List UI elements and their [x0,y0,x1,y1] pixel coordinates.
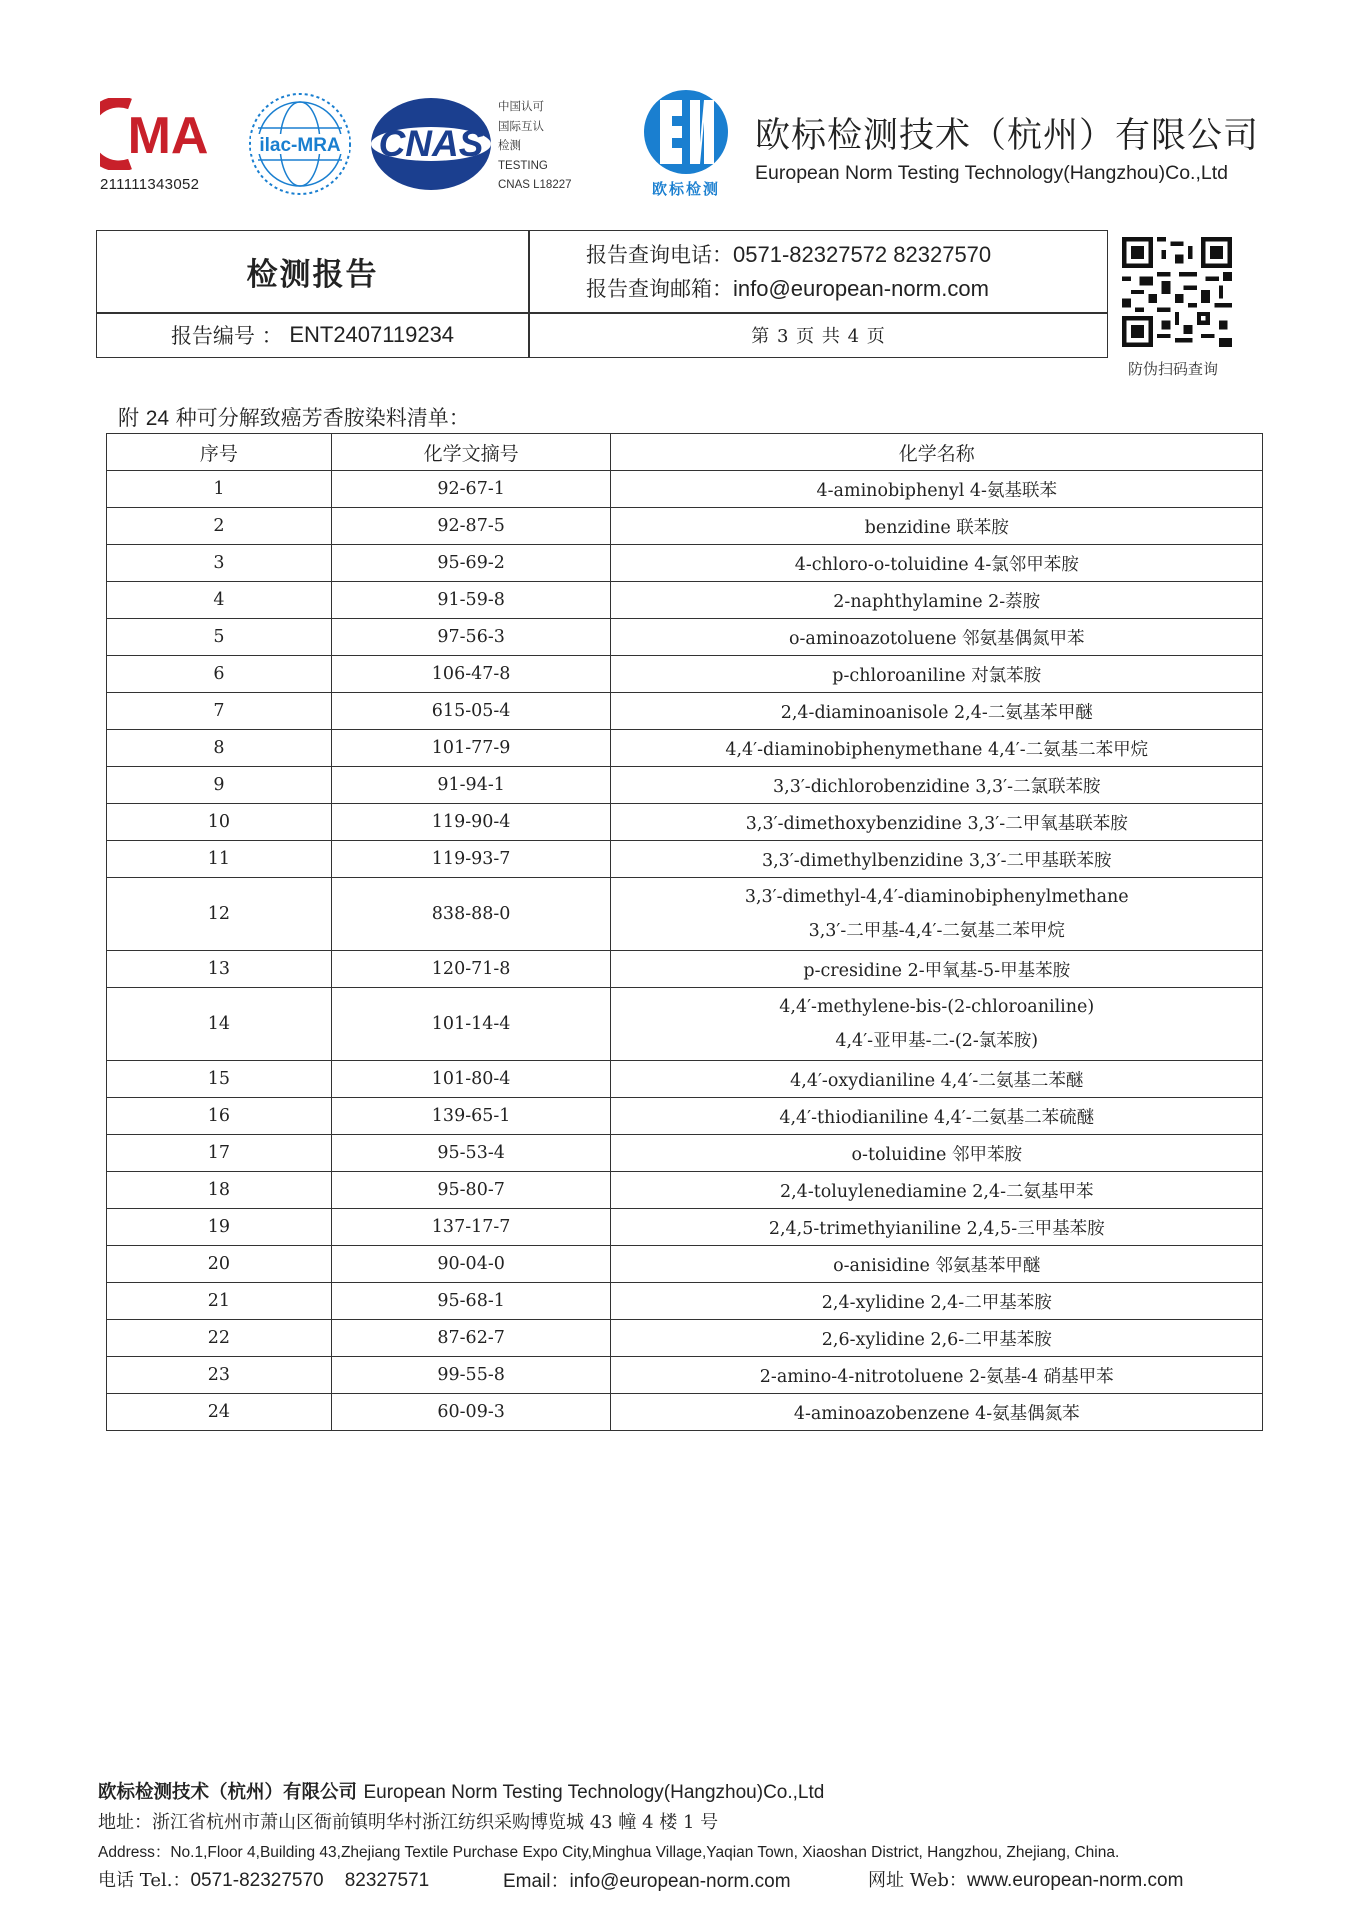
table-row [107,1135,1263,1172]
amine-table [106,433,1263,1431]
table-row [107,841,1263,878]
row-no: 18 [107,1172,332,1209]
email-label: 报告查询邮箱： [586,276,733,301]
footer-web [868,1866,1183,1893]
footer-email-label: Email： [503,1871,570,1892]
footer-address-en: Address：No.1,Floor 4,Building 43,Zhejiang Textile Purchase Expo City,Minghua Village,Yaqian Town, Xiaoshan District, Hangzhou, Zhejiang, China. [98,1844,1120,1861]
caption-suffix: 种可分解致癌芳香胺染料清单： [175,406,470,430]
row-name: 2,4,5-trimethyianiline 2,4,5-三甲基苯胺 [611,1209,1263,1246]
row-name [611,878,1263,951]
footer-tel [98,1866,503,1893]
tel-value: 0571-82327570 82327571 [190,1870,430,1891]
phone-value: 0571-82327572 82327570 [733,241,992,267]
footer-company-en: European Norm Testing Technology(Hangzhou)Co.,Ltd [363,1782,825,1803]
footer-company-cn: 欧标检测技术（杭州）有限公司 [98,1782,358,1803]
row-name: p-chloroaniline 对氯苯胺 [611,656,1263,693]
row-name: 4,4′-oxydianiline 4,4′-二氨基二苯醚 [611,1061,1263,1098]
row-cas: 106-47-8 [331,656,611,693]
header-name: 化学名称 [611,434,1263,471]
row-cas: 101-80-4 [331,1061,611,1098]
cnas-line: 检测 [498,140,521,152]
row-no: 12 [107,878,332,951]
row-cas: 119-90-4 [331,804,611,841]
caption-prefix: 附 [118,406,139,430]
row-cas: 95-68-1 [331,1283,611,1320]
row-no: 15 [107,1061,332,1098]
row-cas: 119-93-7 [331,841,611,878]
row-cas: 615-05-4 [331,693,611,730]
row-no: 8 [107,730,332,767]
row-name: p-cresidine 2-甲氧基-5-甲基苯胺 [611,951,1263,988]
row-no: 16 [107,1098,332,1135]
page-footer [98,1778,1298,1893]
ilac-globe-icon [245,88,355,200]
table-row [107,1320,1263,1357]
cnas-accreditation-text [498,98,572,196]
en-logo [640,88,732,199]
company-name-en: European Norm Testing Technology(Hangzhou)Co.,Ltd [755,162,1228,184]
svg-text:MA: MA [127,107,209,165]
en-mark-icon [642,88,730,176]
table-row [107,988,1263,1061]
footer-company [98,1778,1298,1804]
cma-mark-icon [100,98,222,170]
header-logos [100,88,1280,203]
table-row [107,1209,1263,1246]
row-cas: 92-67-1 [331,471,611,508]
table-row [107,1061,1263,1098]
table-row [107,1172,1263,1209]
row-cas: 95-80-7 [331,1172,611,1209]
row-no: 20 [107,1246,332,1283]
row-name: 2,4-xylidine 2,4-二甲基苯胺 [611,1283,1263,1320]
row-name-line: 3,3′-二甲基-4,4′-二氨基二苯甲烷 [808,921,1065,941]
caption-number: 24 [145,407,170,430]
row-no: 5 [107,619,332,656]
row-name: benzidine 联苯胺 [611,508,1263,545]
qr-code-icon[interactable] [1122,237,1232,347]
svg-text:CNAS: CNAS [378,123,484,164]
svg-text:ilac-MRA: ilac-MRA [259,135,341,156]
cnas-line: 国际互认 [498,120,544,133]
footer-email-value[interactable]: info@european-norm.com [569,1871,791,1892]
cma-number: 211111343052 [100,176,200,193]
row-cas: 97-56-3 [331,619,611,656]
tel-label: 电话 Tel.： [98,1870,191,1891]
row-cas: 120-71-8 [331,951,611,988]
row-no: 19 [107,1209,332,1246]
table-row [107,582,1263,619]
row-name: 3,3′-dichlorobenzidine 3,3′-二氯联苯胺 [611,767,1263,804]
footer-email [503,1866,868,1893]
row-name-line: 4,4′-methylene-bis-(2-chloroaniline) [779,997,1095,1017]
table-row [107,804,1263,841]
row-cas: 95-53-4 [331,1135,611,1172]
row-name-line: 4,4′-亚甲基-二-(2-氯苯胺) [835,1031,1039,1051]
ilac-mra-logo [245,88,355,204]
report-info-box [96,230,1108,358]
phone-label: 报告查询电话： [586,242,733,267]
row-cas: 60-09-3 [331,1394,611,1431]
row-no: 3 [107,545,332,582]
row-cas: 95-69-2 [331,545,611,582]
row-no: 24 [107,1394,332,1431]
row-cas: 101-77-9 [331,730,611,767]
row-name: 4-aminoazobenzene 4-氨基偶氮苯 [611,1394,1263,1431]
row-cas: 91-94-1 [331,767,611,804]
row-name: 2-amino-4-nitrotoluene 2-氨基-4 硝基甲苯 [611,1357,1263,1394]
table-caption [118,402,470,432]
row-cas: 838-88-0 [331,878,611,951]
table-row [107,1283,1263,1320]
page-indicator: 第 3 页 共 4 页 [751,326,886,347]
row-name: 4-chloro-o-toluidine 4-氯邻甲苯胺 [611,545,1263,582]
row-no: 6 [107,656,332,693]
company-name-block [755,108,1259,185]
table-row [107,471,1263,508]
row-name: 2-naphthylamine 2-萘胺 [611,582,1263,619]
en-logo-subtitle: 欧标检测 [651,180,720,198]
row-name: 4-aminobiphenyl 4-氨基联苯 [611,471,1263,508]
row-name: 4,4′-thiodianiline 4,4′-二氨基二苯硫醚 [611,1098,1263,1135]
web-value[interactable]: www.european-norm.com [966,1870,1184,1891]
row-name: o-toluidine 邻甲苯胺 [611,1135,1263,1172]
row-no: 9 [107,767,332,804]
cma-logo [100,98,225,193]
row-name [611,988,1263,1061]
row-no: 17 [107,1135,332,1172]
cnas-logo [368,94,494,198]
row-no: 2 [107,508,332,545]
company-name-cn: 欧标检测技术（杭州）有限公司 [755,116,1260,156]
row-cas: 139-65-1 [331,1098,611,1135]
row-no: 11 [107,841,332,878]
table-row [107,878,1263,951]
table-row [107,730,1263,767]
row-name: o-anisidine 邻氨基苯甲醚 [611,1246,1263,1283]
row-name: o-aminoazotoluene 邻氨基偶氮甲苯 [611,619,1263,656]
footer-address-cn: 地址：浙江省杭州市萧山区衙前镇明华村浙江纺织采购博览城 43 幢 4 楼 1 号 [98,1812,719,1833]
row-no: 1 [107,471,332,508]
table-header-row [107,434,1263,471]
row-cas: 101-14-4 [331,988,611,1061]
report-number-value: ENT2407119234 [289,322,455,347]
row-no: 14 [107,988,332,1061]
row-no: 22 [107,1320,332,1357]
table-row [107,619,1263,656]
web-label: 网址 Web： [868,1870,967,1891]
report-number [97,313,528,357]
footer-contacts [98,1866,1298,1893]
cnas-line: TESTING [498,159,548,172]
table-row [107,656,1263,693]
row-cas: 137-17-7 [331,1209,611,1246]
row-cas: 90-04-0 [331,1246,611,1283]
phone-line [586,238,991,272]
row-name: 2,4-toluylenediamine 2,4-二氨基甲苯 [611,1172,1263,1209]
row-cas: 99-55-8 [331,1357,611,1394]
row-name: 2,4-diaminoanisole 2,4-二氨基苯甲醚 [611,693,1263,730]
table-row [107,508,1263,545]
row-name: 4,4′-diaminobiphenymethane 4,4′-二氨基二苯甲烷 [611,730,1263,767]
row-no: 13 [107,951,332,988]
qr-label: 防伪扫码查询 [1128,360,1219,378]
contact-info [530,231,1107,312]
row-no: 4 [107,582,332,619]
row-no: 21 [107,1283,332,1320]
row-no: 7 [107,693,332,730]
row-cas: 91-59-8 [331,582,611,619]
email-value: info@european-norm.com [733,275,989,301]
email-line [586,272,989,306]
report-number-label: 报告编号 ： [170,324,283,348]
header-no: 序号 [107,434,332,471]
table-row [107,545,1263,582]
table-row [107,1357,1263,1394]
row-cas: 87-62-7 [331,1320,611,1357]
header-cas: 化学文摘号 [331,434,611,471]
table-row [107,1394,1263,1431]
table-row [107,951,1263,988]
cnas-line: CNAS L18227 [498,179,572,191]
cnas-line: 中国认可 [498,101,544,113]
row-name: 2,6-xylidine 2,6-二甲基苯胺 [611,1320,1263,1357]
row-no: 23 [107,1357,332,1394]
row-cas: 92-87-5 [331,508,611,545]
row-name: 3,3′-dimethoxybenzidine 3,3′-二甲氧基联苯胺 [611,804,1263,841]
cnas-mark-icon [368,94,494,194]
report-title: 检测报告 [246,257,379,293]
table-row [107,767,1263,804]
row-name: 3,3′-dimethylbenzidine 3,3′-二甲基联苯胺 [611,841,1263,878]
row-no: 10 [107,804,332,841]
row-name-line: 3,3′-dimethyl-4,4′-diaminobiphenylmethane [744,887,1129,907]
table-row [107,693,1263,730]
table-row [107,1246,1263,1283]
table-row [107,1098,1263,1135]
